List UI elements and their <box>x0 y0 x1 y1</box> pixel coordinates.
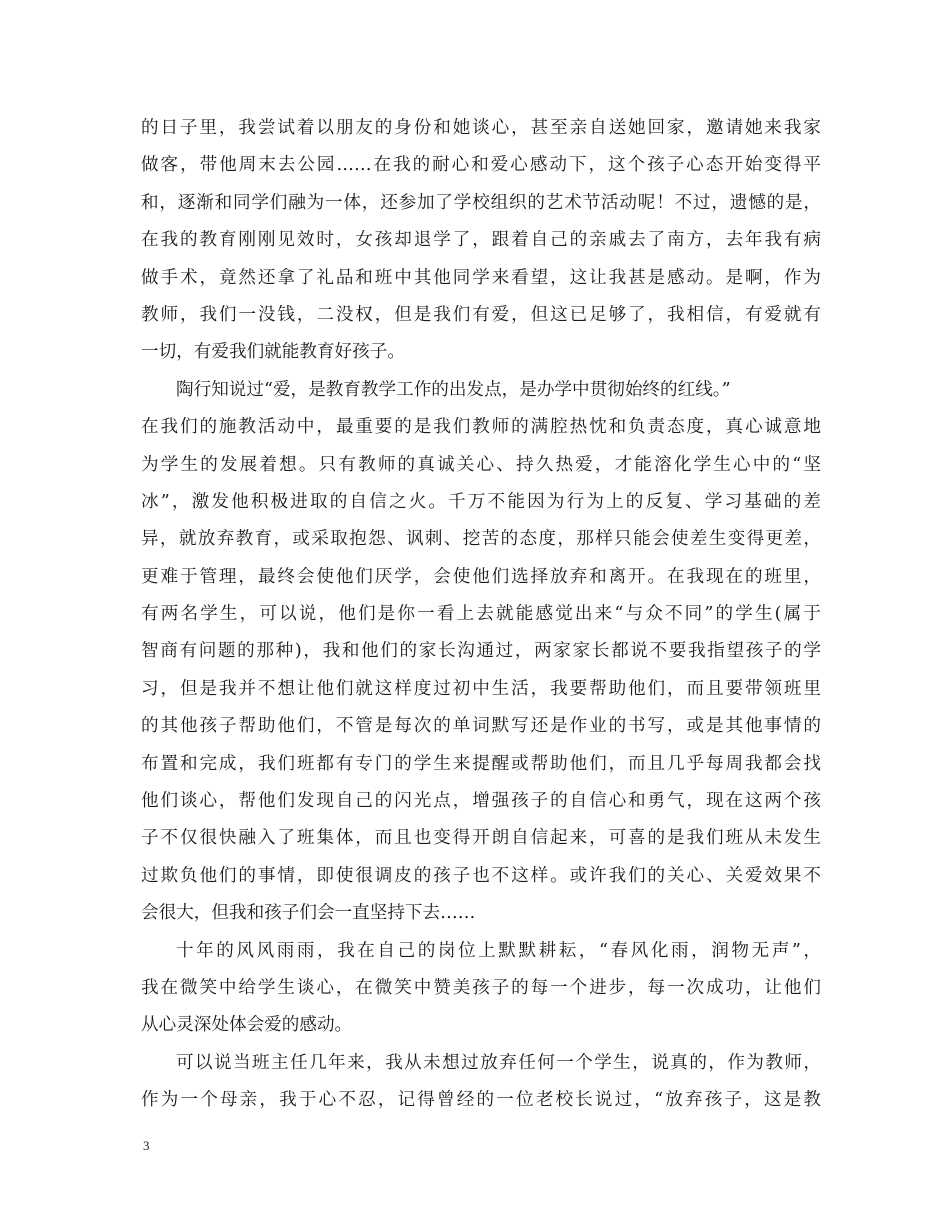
text-line: 做客，带他周末去公园……在我的耐心和爱心感动下，这个孩子心态开始变得平 <box>141 155 821 176</box>
text-line: 我在微笑中给学生谈心，在微笑中赞美孩子的每一个进步，每一次成功，让他们 <box>141 977 821 998</box>
paragraph-first-line: 十年的风风雨雨，我在自己的岗位上默默耕耘，“春风化雨，润物无声”， <box>176 940 821 961</box>
text-line: 在我的教育刚刚见效时，女孩却退学了，跟着自己的亲戚去了南方，去年我有病 <box>141 230 821 251</box>
text-line: 子不仅很快融入了班集体，而且也变得开朗自信起来，可喜的是我们班从未发生 <box>141 828 821 849</box>
body-text <box>141 110 821 1120</box>
text-line: 为学生的发展着想。只有教师的真诚关心、持久热爱，才能溶化学生心中的“坚 <box>141 454 821 475</box>
text-line: 智商有问题的那种)，我和他们的家长沟通过，两家家长都说不要我指望孩子的学 <box>141 641 821 662</box>
text-line: 会很大，但我和孩子们会一直坚持下去…… <box>141 903 476 924</box>
text-line: 作为一个母亲，我于心不忍，记得曾经的一位老校长说过，“放弃孩子，这是教 <box>141 1090 821 1111</box>
paragraph-first-line: 陶行知说过“爱，是教育教学工作的出发点，是办学中贯彻始终的红线。” <box>176 379 731 400</box>
text-line: 教师，我们一没钱，二没权，但是我们有爱，但这已足够了，我相信，有爱就有 <box>141 304 821 325</box>
text-line: 和，逐渐和同学们融为一体，还参加了学校组织的艺术节活动呢！不过，遗憾的是， <box>141 192 821 213</box>
text-line: 一切，有爱我们就能教育好孩子。 <box>141 342 405 363</box>
text-line: 有两名学生，可以说，他们是你一看上去就能感觉出来“与众不同”的学生(属于 <box>141 604 821 625</box>
text-line: 异，就放弃教育，或采取抱怨、讽刺、挖苦的态度，那样只能会使差生变得更差， <box>141 529 821 550</box>
text-line: 过欺负他们的事情，即使很调皮的孩子也不这样。或许我们的关心、关爱效果不 <box>141 865 821 886</box>
text-line: 做手术，竟然还拿了礼品和班中其他同学来看望，这让我甚是感动。是啊，作为 <box>141 267 821 288</box>
text-line: 的其他孩子帮助他们，不管是每次的单词默写还是作业的书写，或是其他事情的 <box>141 716 821 737</box>
text-line: 习，但是我并不想让他们就这样度过初中生活，我要帮助他们，而且要带领班里 <box>141 678 821 699</box>
paragraph-first-line: 可以说当班主任几年来，我从未想过放弃任何一个学生，说真的，作为教师， <box>176 1052 821 1073</box>
text-line: 他们谈心，帮他们发现自己的闪光点，增强孩子的自信心和勇气，现在这两个孩 <box>141 791 821 812</box>
page-number: 3 <box>143 1138 150 1153</box>
text-line: 冰”，激发他积极进取的自信之火。千万不能因为行为上的反复、学习基础的差 <box>141 491 821 512</box>
text-line: 在我们的施教活动中，最重要的是我们教师的满腔热忱和负责态度，真心诚意地 <box>141 417 821 438</box>
text-line: 从心灵深处体会爱的感动。 <box>141 1015 353 1036</box>
text-line: 更难于管理，最终会使他们厌学，会使他们选择放弃和离开。在我现在的班里， <box>141 566 821 587</box>
text-line: 布置和完成，我们班都有专门的学生来提醒或帮助他们，而且几乎每周我都会找 <box>141 753 821 774</box>
text-line: 的日子里，我尝试着以朋友的身份和她谈心，甚至亲自送她回家，邀请她来我家 <box>141 118 821 138</box>
